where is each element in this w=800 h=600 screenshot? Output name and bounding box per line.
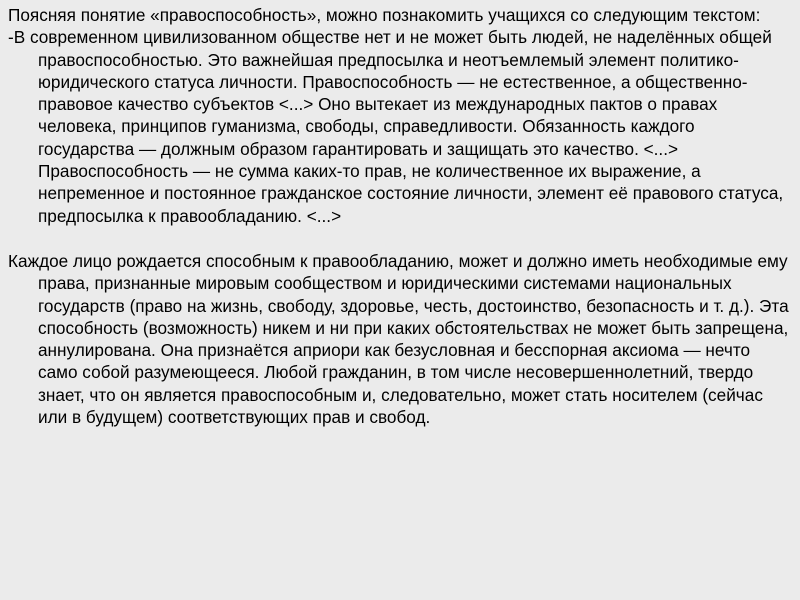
- quote-paragraph: -В современном цивилизованном обществе нет и не может быть людей, не наделённых общей правоспособностью. Это важнейшая предпосылка и неотъемлемый элемент политико-юридического статуса личности. Правоспособность — не естественное, а общественно-правовое качество субъектов <...> Оно вытекает из международных пактов о правах человека, принципов гуманизма, свободы, справедливости. Обязанность каждого государства — должным образом гарантировать и защищать это качество. <...> Правоспособность — не сумма каких-то прав, не количественное их выражение, а непременное и постоянное гражданское состояние личности, элемент её правового статуса, предпосылка к правообладанию. <...>: [8, 27, 784, 226]
- intro-paragraph: Поясняя понятие «правоспособность», можно познакомить учащихся со следующим текстом:: [8, 5, 761, 25]
- body-paragraph: Каждое лицо рождается способным к правообладанию, может и должно иметь необходимые ему права, признанные мировым сообществом и юридическими системами национальных государств (право на жизнь, свободу, здоровье, честь, достоинство, безопасность и т. д.). Эта способность (возможность) никем и ни при каких обстоятельствах не может быть запрещена, аннулирована. Она признаётся априори как безусловная и бесспорная аксиома — нечто само собой разумеющееся. Любой гражданин, в том числе несовершеннолетний, твердо знает, что он является правоспособным и, следовательно, может стать носителем (сейчас или в будущем) соответствующих прав и свобод.: [8, 250, 789, 428]
